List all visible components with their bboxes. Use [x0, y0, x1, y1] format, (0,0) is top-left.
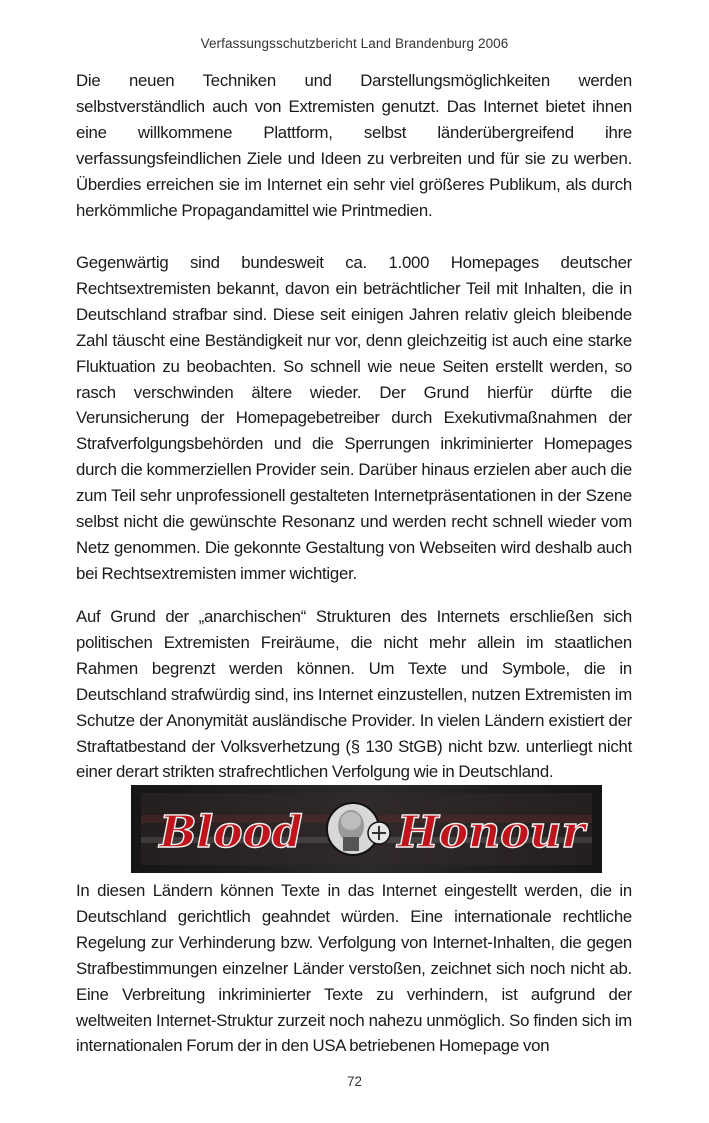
- logo-word-blood: Blood: [159, 807, 303, 858]
- paragraph-4: In diesen Ländern können Texte in das Internet eingestellt werden, die in Deutschland gerichtlich geahndet würden. Eine internationale rechtliche Regelung zur Verhinderung bzw. Verfolgung von Internet-Inhalten, die gegen Strafbestimmungen einzelner Länder verstoßen, zeichnet sich noch nicht ab. Eine Verbreitung inkriminierter Texte zu verhindern, ist aufgrund der weltweiten Internet-Struktur zurzeit noch nahezu unmöglich. So finden sich im internationalen Forum der in den USA betriebenen Homepage von: [76, 881, 632, 1056]
- logo-word-honour: Honour: [397, 807, 585, 858]
- blood-honour-banner-image: [131, 785, 602, 873]
- paragraph-3: Auf Grund der „anarchischen“ Strukturen des Internets erschließen sich politischen Extremisten Freiräume, die nicht mehr allein im staatlichen Rahmen begrenzt werden können. Um Texte und Symbole, die in Deutschland strafwürdig sind, ins Internet einzustellen, nutzen Extremisten im Schutze der Anonymität ausländische Provider. In vielen Ländern existiert der Straftatbestand der Volksverhetzung (§ 130 StGB) nicht bzw. unterliegt nicht einer derart strikten strafrechtlichen Verfolgung wie in Deutschland.: [76, 607, 632, 782]
- paragraph-2: Gegenwärtig sind bundesweit ca. 1.000 Homepages deutscher Rechtsextremisten bekannt, davon ein beträchtlicher Teil mit Inhalten, die in Deutschland strafbar sind. Diese seit einigen Jahren relativ gleich bleibende Zahl täuscht eine Beständigkeit nur vor, denn gleichzeitig ist auch eine starke Fluktuation zu beobachten. So schnell wie neue Seiten erstellt werden, so rasch verschwinden ältere wieder. Der Grund hierfür dürfte die Verunsicherung der Homepagebetreiber durch Exekutivmaßnahmen der Strafverfolgungsbehörden und die Sperrungen inkriminierter Homepages durch die kommerziellen Provider sein. Darüber hinaus erzielen aber auch die zum Teil sehr unprofessionell gestalteten Internetpräsentationen in der Szene selbst nicht die gewünschte Resonanz und werden recht schnell wieder vom Netz genommen. Die gekonnte Gestaltung von Webseiten wird deshalb auch bei Rechtsextremisten immer wichtiger.: [76, 253, 632, 583]
- banner-artwork: [131, 785, 602, 873]
- running-header: Verfassungsschutzbericht Land Brandenburg 2006: [200, 36, 509, 51]
- paragraph-1: Die neuen Techniken und Darstellungsmöglichkeiten werden selbstverständlich auch von Extremisten genutzt. Das Internet bietet ihnen eine willkommene Plattform, selbst länderübergreifend ihre verfassungsfeindlichen Ziele und Ideen zu verbreiten und für sie zu werben. Überdies erreichen sie im Internet ein sehr viel größeres Publikum, als durch herkömmliche Propagandamittel wie Printmedien.: [76, 71, 632, 220]
- page-number: 72: [346, 1074, 363, 1089]
